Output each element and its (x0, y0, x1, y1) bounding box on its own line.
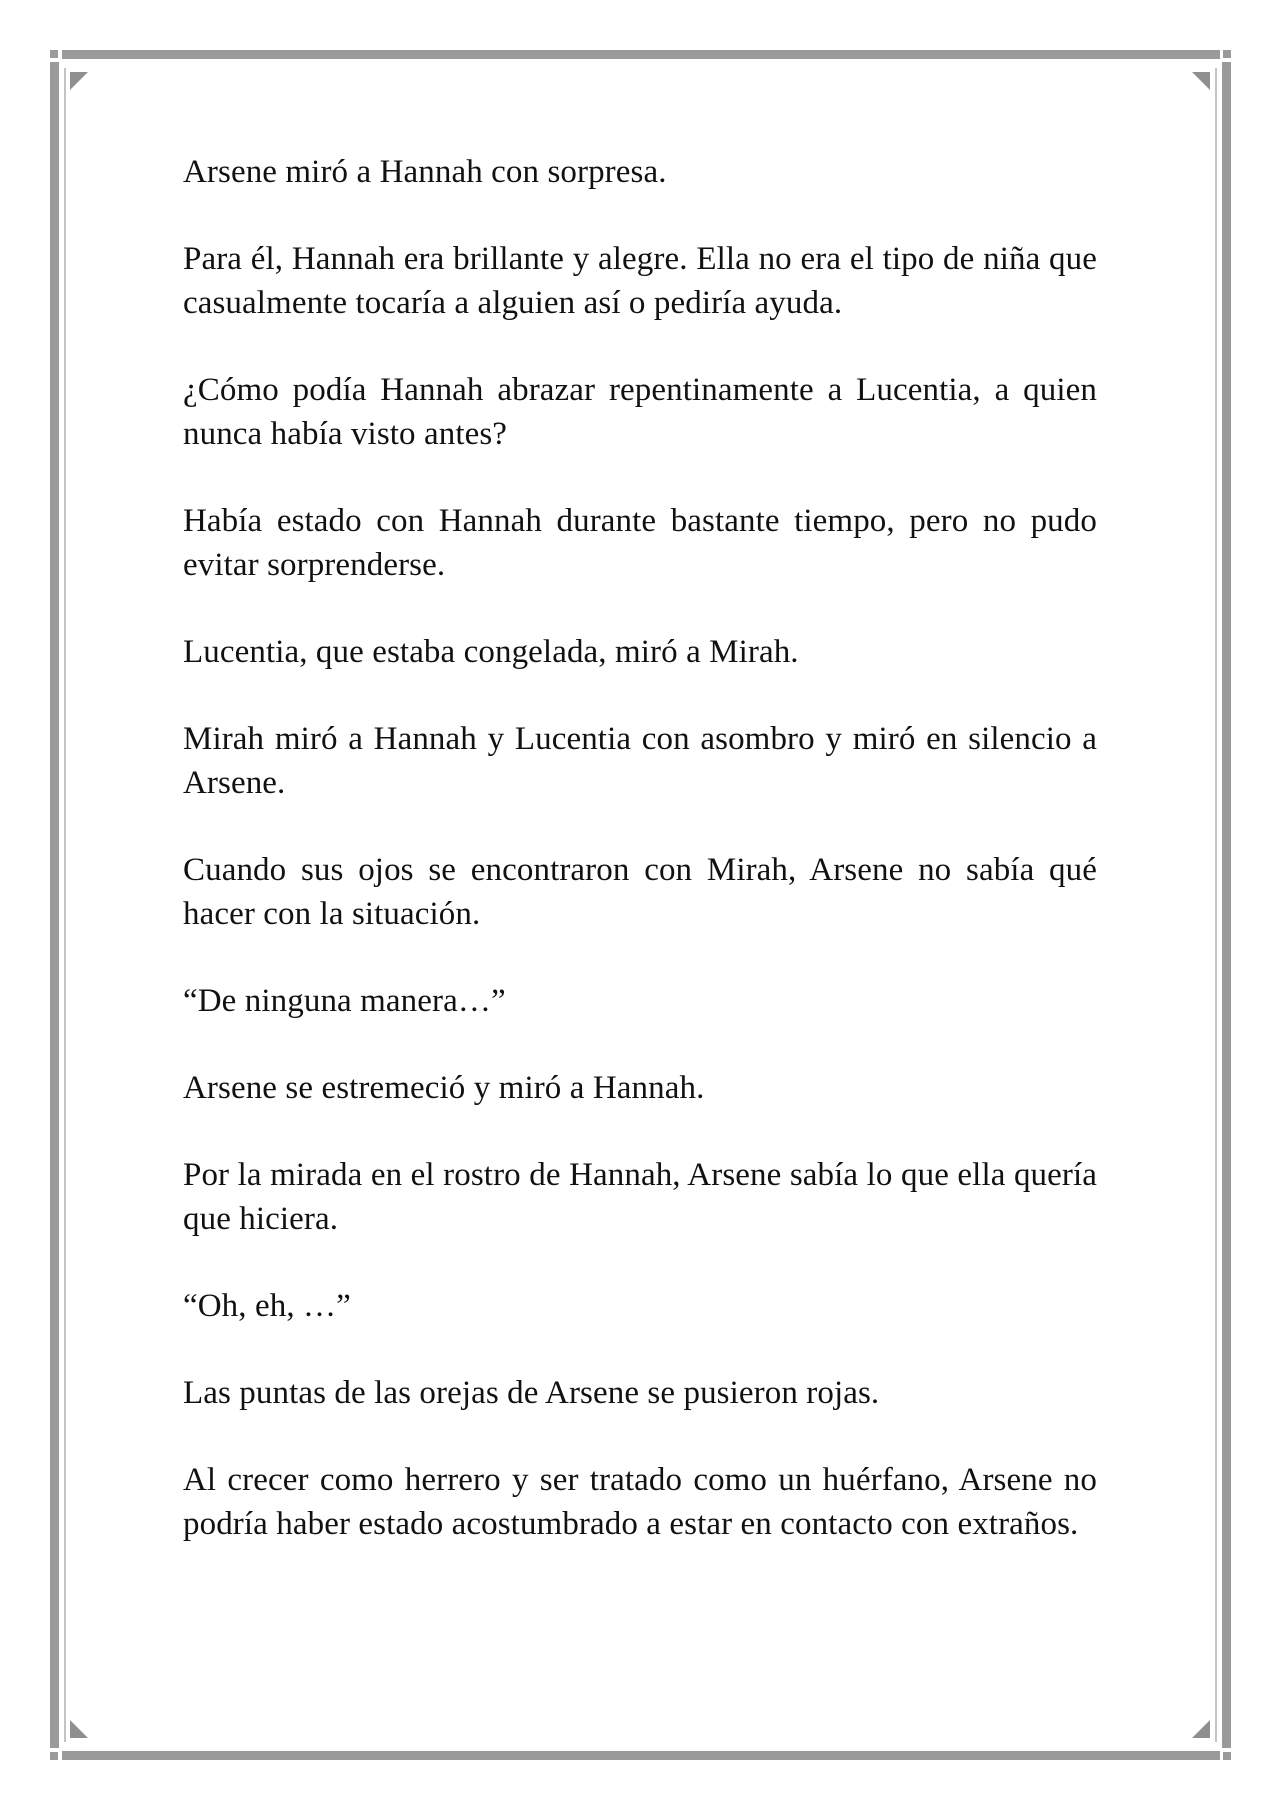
corner-ornament-br (1223, 1752, 1231, 1760)
corner-ornament-tl (50, 50, 58, 58)
corner-triangle-tl (70, 72, 88, 90)
corner-ornament-tr (1223, 50, 1231, 58)
frame-bottom-bar (62, 1751, 1220, 1760)
paragraph: “De ninguna manera…” (183, 983, 506, 1019)
frame-left-inner-line (64, 68, 66, 1742)
paragraph: Las puntas de las orejas de Arsene se pusieron rojas. (183, 1375, 880, 1411)
paragraph: Cuando sus ojos se encontraron con Mirah, Arsene no sabía qué hacer con la situación. (183, 852, 1097, 932)
paragraph: Arsene se estremeció y miró a Hannah. (183, 1070, 705, 1106)
frame-right-inner-line (1215, 68, 1217, 1742)
frame-right-bar (1222, 62, 1231, 1748)
corner-triangle-tr (1192, 72, 1210, 90)
corner-triangle-br (1192, 1720, 1210, 1738)
frame-left-bar (50, 62, 59, 1748)
paragraph: Arsene miró a Hannah con sorpresa. (183, 154, 667, 190)
paragraph: Lucentia, que estaba congelada, miró a Mirah. (183, 634, 799, 670)
paragraph: Había estado con Hannah durante bastante tiempo, pero no pudo evitar sorprenderse. (183, 503, 1097, 583)
corner-ornament-bl (50, 1752, 58, 1760)
paragraph: Mirah miró a Hannah y Lucentia con asombro y miró en silencio a Arsene. (183, 721, 1097, 801)
paragraph: Al crecer como herrero y ser tratado como un huérfano, Arsene no podría haber estado acostumbrado a estar en contacto con extraños. (183, 1462, 1097, 1542)
paragraph: ¿Cómo podía Hannah abrazar repentinamente a Lucentia, a quien nunca había visto antes? (183, 372, 1097, 452)
paragraph: Por la mirada en el rostro de Hannah, Arsene sabía lo que ella quería que hiciera. (183, 1157, 1097, 1237)
page-text-body (183, 150, 1097, 1589)
paragraph: “Oh, eh, …” (183, 1288, 351, 1324)
paragraph: Para él, Hannah era brillante y alegre. Ella no era el tipo de niña que casualmente tocaría a alguien así o pediría ayuda. (183, 241, 1097, 321)
frame-top-bar (62, 50, 1220, 59)
corner-triangle-bl (70, 1720, 88, 1738)
